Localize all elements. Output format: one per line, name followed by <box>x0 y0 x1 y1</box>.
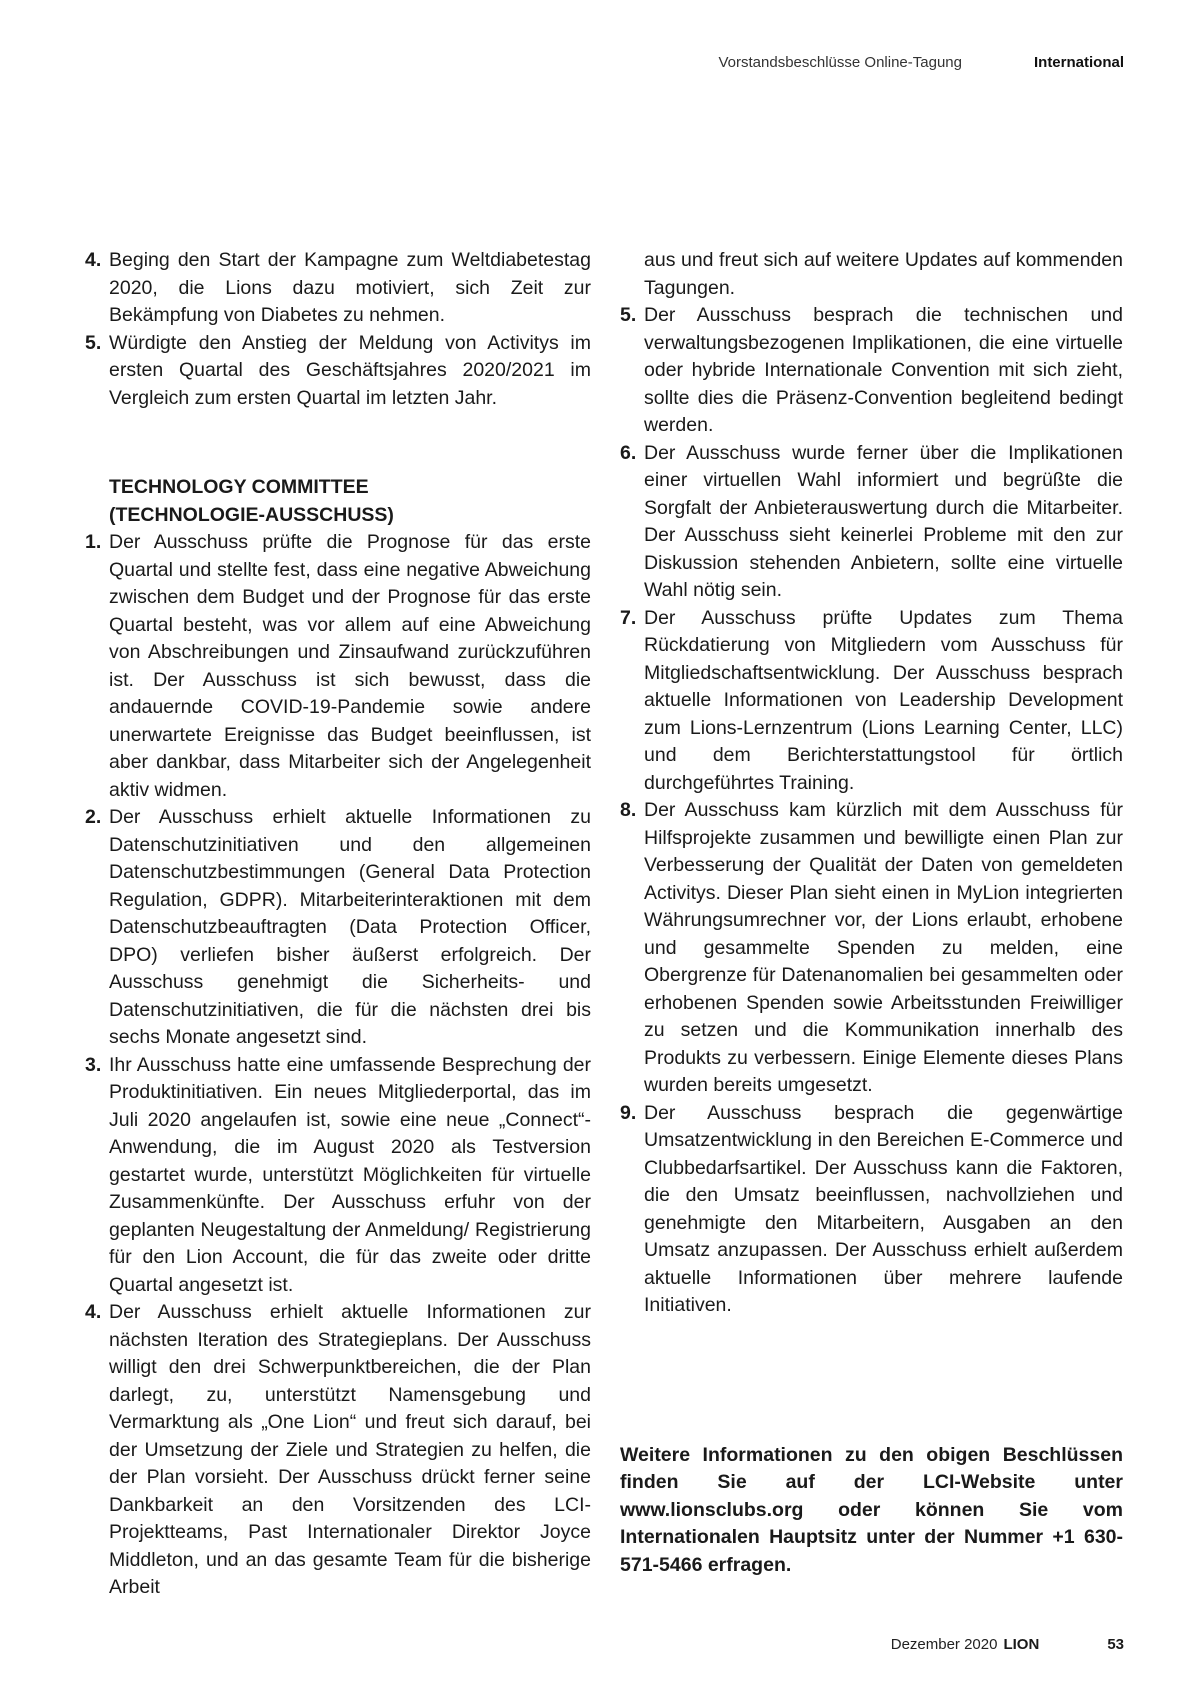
list-item <box>620 440 1123 605</box>
committee-heading-line: TECHNOLOGY COMMITTEE <box>109 476 369 498</box>
list-item <box>85 247 591 330</box>
list-item <box>85 330 591 413</box>
intro-list <box>85 247 591 412</box>
committee-list <box>85 529 591 1602</box>
issue-date: Dezember 2020 <box>890 1636 998 1653</box>
running-title: Vorstandsbeschlüsse Online-Tagung <box>718 54 962 71</box>
list-item <box>85 1299 591 1602</box>
item-number: 7. <box>620 606 637 629</box>
item-number: 1. <box>85 531 102 553</box>
item-text: Ihr Ausschuss hatte eine umfassende Besprechung der Produktinitiativen. Ein neues Mitgliederportal, das im Juli 2020 angelaufen ist, sowie eine neue „Connect“-Anwendung, die im August 2020 als Testversion gestartet wurde, unterstützt Möglichkeiten für virtuelle Zusammenkünfte. Der Ausschuss erfuhr von der geplanten Neugestaltung der Anmeldung/ Registrierung für den Lion Account, die für das zweite oder dritte Quartal angesetzt ist. <box>109 1053 591 1296</box>
committee-heading <box>109 474 591 529</box>
item-text: Der Ausschuss besprach die technischen und verwaltungsbezogenen Implikationen, die eine virtuelle oder hybride Internationale Convention mit sich zieht, sollte dies die Präsenz-Convention begleitend bedingt werden. <box>644 304 1123 436</box>
list-item <box>620 797 1123 1100</box>
info-note: Weitere Informationen zu den obigen Beschlüssen finden Sie auf der LCI-Website unter www.lionsclubs.org oder können Sie vom Internationalen Hauptsitz unter der Nummer +1 630-571-5466 erfragen. <box>620 1443 1123 1576</box>
item-number: 6. <box>620 441 637 464</box>
magazine-name: LION <box>1003 1636 1040 1653</box>
item-number: 9. <box>620 1101 637 1124</box>
list-item <box>620 605 1123 798</box>
item-text: Beging den Start der Kampagne zum Weltdiabetestag 2020, die Lions dazu motiviert, sich Zeit zur Bekämpfung von Diabetes zu nehmen. <box>109 249 591 326</box>
item-number: 5. <box>620 304 637 326</box>
item-number: 4. <box>85 1301 102 1323</box>
page-footer <box>891 1636 1124 1653</box>
item-text: Würdigte den Anstieg der Meldung von Activitys im ersten Quartal des Geschäftsjahres 2020/2021 im Vergleich zum ersten Quartal im letzten Jahr. <box>109 331 591 409</box>
list-item <box>620 302 1123 440</box>
item-text: Der Ausschuss prüfte die Prognose für das erste Quartal und stellte fest, dass eine negative Abweichung zwischen dem Budget und der Prognose für das erste Quartal besteht, was vor allem auf eine Abweichung von Abschreibungen und Zinsaufwand zurückzuführen ist. Der Ausschuss ist sich bewusst, dass die andauernde COVID-19-Pandemie sowie andere unerwartete Ereignisse das Budget beeinflussen, ist aber dankbar, dass Mitarbeiter sich der Angelegenheit aktiv widmen. <box>109 531 591 801</box>
committee-list-continued <box>620 247 1123 1320</box>
list-item <box>85 529 591 804</box>
left-column <box>85 247 591 1602</box>
item-number: 3. <box>85 1053 102 1076</box>
item-number: 8. <box>620 799 637 821</box>
item-text: Der Ausschuss besprach die gegenwärtige Umsatzentwicklung in den Bereichen E-Commerce und Clubbedarfsartikel. Der Ausschuss kann die Faktoren, die den Umsatz beeinflussen, nachvollziehen und genehmigte den Mitarbeitern, Ausgaben an den Umsatz anzupassen. Der Ausschuss erhielt außerdem aktuelle Informationen über mehrere laufende Initiativen. <box>644 1101 1123 1316</box>
item-text: Der Ausschuss kam kürzlich mit dem Ausschuss für Hilfsprojekte zusammen und bewilligte einen Plan zur Verbesserung der Qualität der Daten von gemeldeten Activitys. Dieser Plan sieht einen in MyLion integrierten Währungsumrechner vor, der Lions erlaubt, erhobene und gesammelte Spenden zu melden, eine Obergrenze für Datenanomalien bei gesammelten oder erhobenen Spenden sowie Arbeitsstunden Freiwilliger zu setzen und die Kommunikation innerhalb des Produkts zu verbessern. Einige Elemente dieses Plans wurden bereits umgesetzt. <box>644 799 1123 1096</box>
item-number: 2. <box>85 806 102 828</box>
item-text: aus und freut sich auf weitere Updates auf kommenden Tagungen. <box>644 249 1123 299</box>
item-text: Der Ausschuss wurde ferner über die Implikationen einer virtuellen Wahl informiert und begrüßte die Sorgfalt der Anbieterauswertung durch die Mitarbeiter. Der Ausschuss sieht keinerlei Probleme mit den zur Diskussion stehenden Anbietern, sollte eine virtuelle Wahl nötig sein. <box>644 441 1123 601</box>
item-text: Der Ausschuss prüfte Updates zum Thema Rückdatierung von Mitgliedern vom Ausschuss für Mitgliedschaftsentwicklung. Der Ausschuss besprach aktuelle Informationen von Leadership Development zum Lions-Lernzentrum (Lions Learning Center, LLC) und dem Berichterstattungstool für örtlich durchgeführtes Training. <box>644 606 1123 794</box>
list-item <box>620 1100 1123 1320</box>
right-column <box>620 247 1123 1320</box>
item-text: Der Ausschuss erhielt aktuelle Informationen zur nächsten Iteration des Strategieplans. Der Ausschuss willigt den drei Schwerpunktbereichen, die der Plan darlegt, zu, unterstützt Namensgebung und Vermarktung als „One Lion“ und freut sich darauf, bei der Umsetzung der Ziele und Strategien zu helfen, die der Plan vorsieht. Der Ausschuss drückt ferner seine Dankbarkeit an den Vorsitzenden des LCI-Projektteams, Past Internationaler Direktor Joyce Middleton, und an das gesamte Team für die bisherige Arbeit <box>109 1301 591 1598</box>
committee-heading-line: (TECHNOLOGIE-AUSSCHUSS) <box>109 503 394 526</box>
page-number: 53 <box>1107 1636 1124 1653</box>
section-name: International <box>1033 54 1124 71</box>
list-item-continuation <box>620 247 1123 302</box>
item-number: 4. <box>85 249 102 271</box>
page-header <box>718 54 1124 71</box>
list-item <box>85 804 591 1052</box>
list-item <box>85 1052 591 1300</box>
item-number: 5. <box>85 331 102 354</box>
item-text: Der Ausschuss erhielt aktuelle Informationen zu Datenschutzinitiativen und den allgemeinen Datenschutzbestimmungen (General Data Protection Regulation, GDPR). Mitarbeiterinteraktionen mit dem Datenschutzbeauftragten (Data Protection Officer, DPO) verliefen bisher äußerst erfolgreich. Der Ausschuss genehmigt die Sicherheits- und Datenschutzinitiativen, die für die nächsten drei bis sechs Monate angesetzt sind. <box>109 806 591 1048</box>
